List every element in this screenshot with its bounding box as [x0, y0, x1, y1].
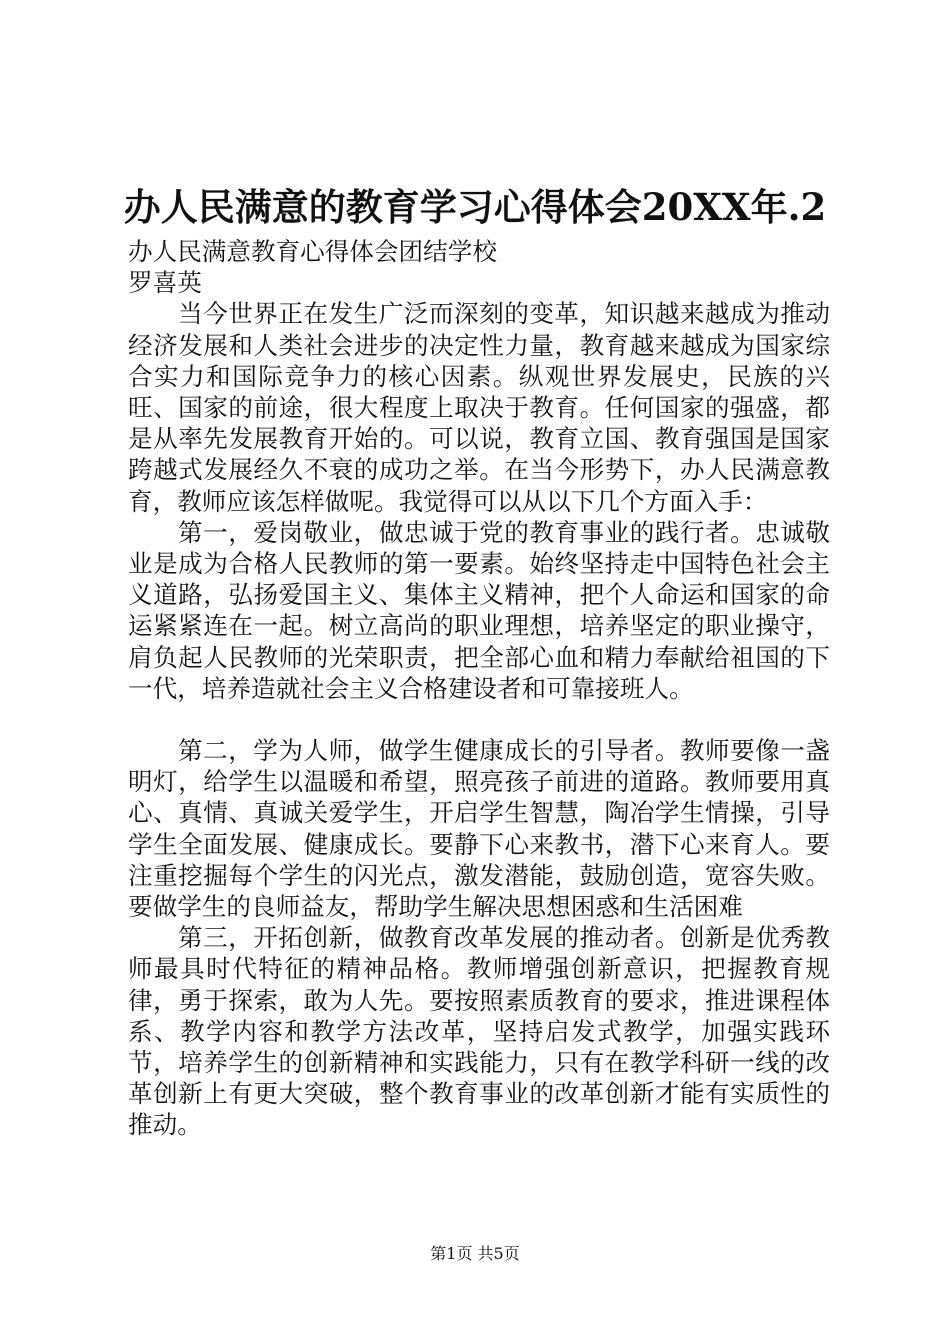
page-number-footer: 第1页 共5页 [430, 1244, 520, 1263]
document-body [128, 236, 830, 1141]
paragraph-first: 第一，爱岗敬业，做忠诚于党的教育事业的践行者。忠诚敬业是成为合格人民教师的第一要素。始终坚持走中国特色社会主义道路，弘扬爱国主义、集体主义精神，把个人命运和国家的命运紧紧连在一起。树立高尚的职业理想，培养坚定的职业操守，肩负起人民教师的光荣职责，把全部心血和精力奉献给祖国的下一代，培养造就社会主义合格建设者和可靠接班人。 [128, 517, 830, 703]
paragraph-third: 第三，开拓创新，做教育改革发展的推动者。创新是优秀教师最具时代特征的精神品格。教师增强创新意识，把握教育规律，勇于探索，敢为人先。要按照素质教育的要求，推进课程体系、教学内容和教学方法改革，坚持启发式教学，加强实践环节，培养学生的创新精神和实践能力，只有在教学科研一线的改革创新上有更大突破，整个教育事业的改革创新才能有实质性的推动。 [128, 923, 830, 1140]
page-title: 办人民满意的教育学习心得体会20XX年.2 [123, 185, 827, 229]
subtitle: 办人民满意教育心得体会团结学校 [128, 237, 497, 266]
author-name: 罗喜英 [128, 268, 202, 298]
paragraph-second: 第二，学为人师，做学生健康成长的引导者。教师要像一盏明灯，给学生以温暖和希望，照亮孩子前进的道路。教师要用真心、真情、真诚关爱学生，开启学生智慧，陶冶学生情操，引导学生全面发展、健康成长。要静下心来教书，潜下心来育人。要注重挖掘每个学生的闪光点，激发潜能，鼓励创造，宽容失败。要做学生的良师益友，帮助学生解决思想困惑和生活困难 [128, 736, 830, 922]
paragraph-intro: 当今世界正在发生广泛而深刻的变革，知识越来越成为推动经济发展和人类社会进步的决定性力量，教育越来越成为国家综合实力和国际竞争力的核心因素。纵观世界发展史，民族的兴旺、国家的前途，很大程度上取决于教育。任何国家的强盛，都是从率先发展教育开始的。可以说，教育立国、教育强国是国家跨越式发展经久不衰的成功之举。在当今形势下，办人民满意教育，教师应该怎样做呢。我觉得可以从以下几个方面入手： [128, 299, 830, 516]
